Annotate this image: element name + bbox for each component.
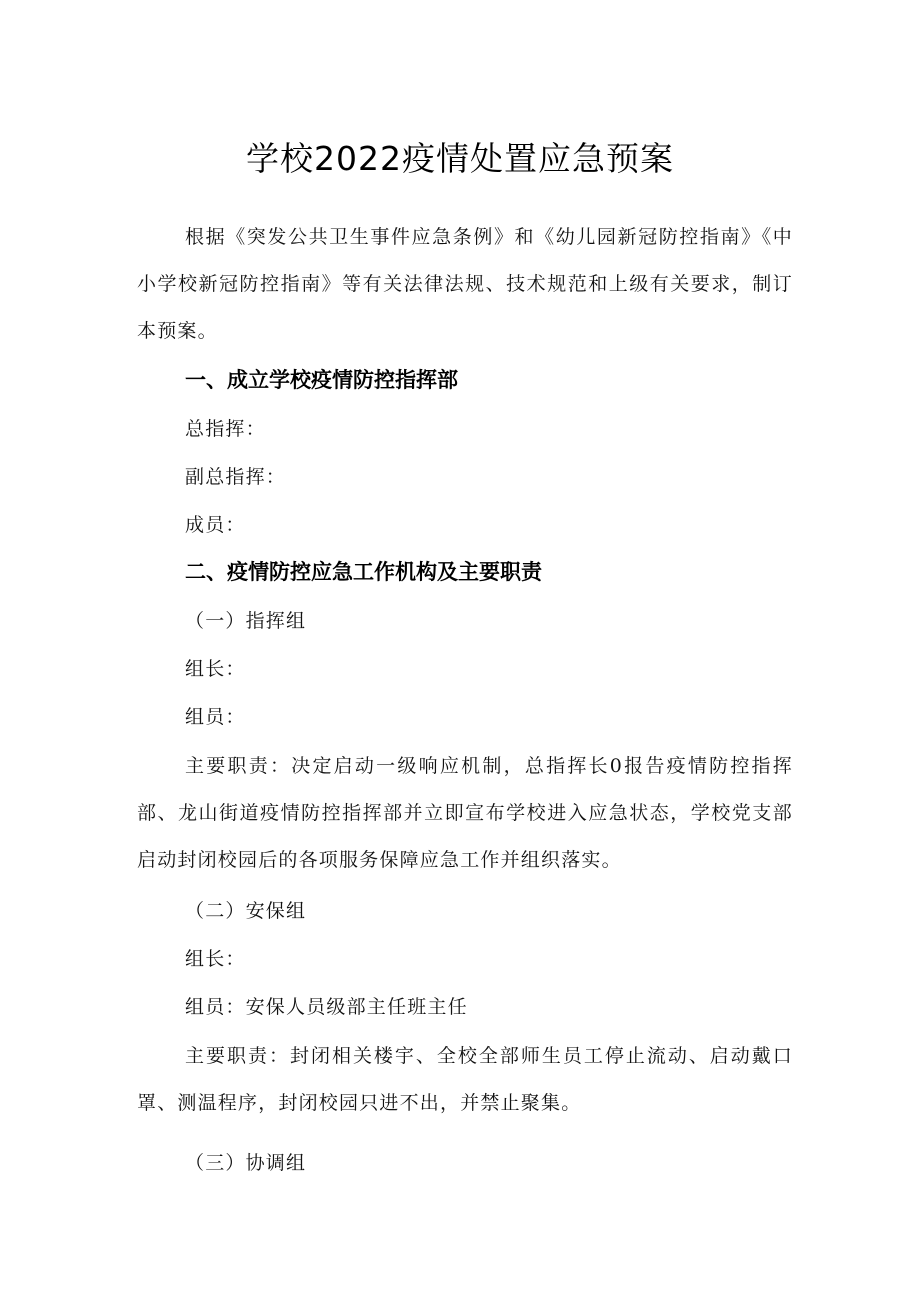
- group1-members: 组员：: [185, 706, 246, 728]
- group1-name: （一）指挥组: [185, 610, 307, 632]
- commander-line: 总指挥：: [185, 418, 266, 440]
- deputy-commander-line: 副总指挥：: [185, 466, 287, 488]
- group2-leader: 组长：: [185, 948, 246, 970]
- group2-name: （二）安保组: [185, 900, 307, 922]
- group3-name: （三）协调组: [185, 1152, 307, 1174]
- section2-heading: 二、疫情防控应急工作机构及主要职责: [185, 560, 542, 584]
- group1-duty: 主要职责：决定启动一级响应机制，总指挥长0报告疫情防控指挥部、龙山街道疫情防控指挥部并立即宣布学校进入应急状态，学校党支部启动封闭校园后的各项服务保障应急工作并组织落实。: [137, 755, 793, 871]
- members-line: 成员：: [185, 514, 246, 536]
- section1-heading: 一、成立学校疫情防控指挥部: [185, 368, 458, 392]
- group1-leader: 组长：: [185, 658, 246, 680]
- document-title: 学校2022疫情处置应急预案: [246, 139, 674, 178]
- intro-paragraph: 根据《突发公共卫生事件应急条例》和《幼儿园新冠防控指南》《中小学校新冠防控指南》等有关法律法规、技术规范和上级有关要求，制订本预案。: [137, 226, 793, 342]
- group2-duty: 主要职责：封闭相关楼宇、全校全部师生员工停止流动、启动戴口罩、测温程序，封闭校园只进不出，并禁止聚集。: [137, 1045, 793, 1114]
- group2-members: 组员：安保人员级部主任班主任: [185, 996, 468, 1018]
